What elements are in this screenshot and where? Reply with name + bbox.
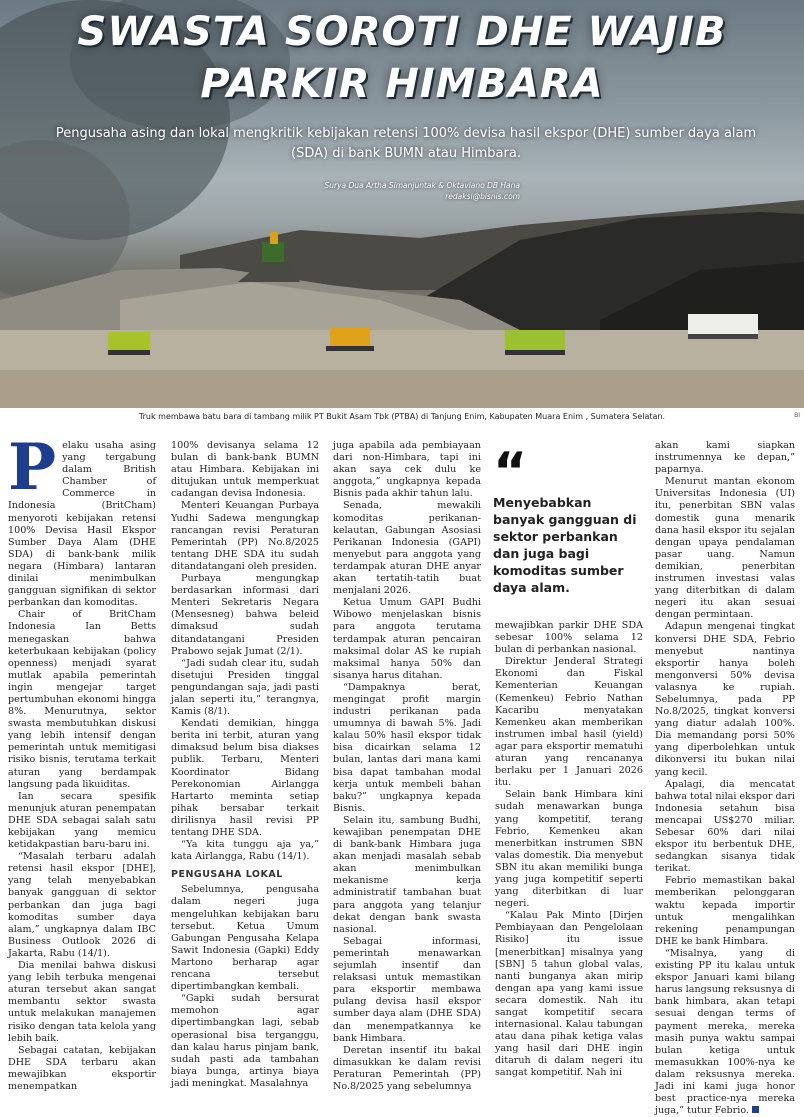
paragraph: Selain bank Himbara kini sudah menawarkan bunga yang kompetitif, terang Febrio, Kemenkeu akan menerbitkan instrumen SBN valas domestik. Dia menyebut SBN itu akan memiliki bunga yang juga kompetitif seperti yang diterbitkan di luar negeri. — [495, 789, 643, 910]
paragraph: Sebagai catatan, kebijakan DHE SDA terbaru akan mewajibkan eksportir menempatkan — [8, 1044, 156, 1092]
quote-mark-icon: “ — [493, 442, 528, 502]
paragraph: elaku usaha asing yang tergabung dalam British Chamber of Commerce in Indonesia (BritCham) menyoroti kebijakan retensi 100% Devisa Hasil Ekspor Sumber Daya Alam (DHE SDA) di bank-bank milik negara (Himbara) lantaran dinilai menimbulkan gangguan signifikan di sektor perbankan dan komoditas. — [8, 440, 156, 609]
paragraph: Febrio memastikan bakal memberikan pelonggaran waktu kepada importir untuk mengalihkan rekening penampungan DHE ke bank Himbara. — [655, 875, 795, 947]
truck-icon — [505, 330, 565, 355]
paragraph: juga apabila ada pembiayaan dari non-Himbara, tapi ini akan saya cek dulu ke anggota,” ungkapnya kepada Bisnis pada akhir tahun lalu. — [333, 440, 481, 500]
article-column-2 — [171, 440, 319, 1089]
byline-authors: Surya Dua Artha Simanjuntak & Oktaviano DB Hana — [324, 181, 520, 190]
paragraph: Apalagi, dia mencatat bahwa total nilai ekspor dari Indonesia setahun bisa mencapai US$270 miliar. Sebesar 60% dari nilai ekspor itu berbentuk DHE, sedangkan sisanya tidak terikat. — [655, 778, 795, 875]
paragraph: Menteri Keuangan Purbaya Yudhi Sadewa mengungkap rancangan revisi Peraturan Pemerintah (PP) No.8/2025 tentang DHE SDA itu sudah ditandatangani oleh presiden. — [171, 500, 319, 572]
paragraph: Ian secara spesifik menunjuk aturan penempatan DHE SDA sebagai salah satu kebijakan yang memicu ketidakpastian baru-baru ini. — [8, 790, 156, 851]
paragraph: Deretan insentif itu bakal dimasukkan ke dalam revisi Peraturan Pemerintah (PP) No.8/2025 yang sebelumnya — [333, 1044, 481, 1092]
paragraph: Purbaya mengungkap berdasarkan informasi dari Menteri Sekretaris Negara (Mensesneg) bahwa beleid dimaksud sudah ditandatangani Presiden Prabowo sejak Jumat (2/1). — [171, 573, 319, 657]
headline-line-2: PARKIR HIMBARA — [200, 61, 604, 107]
paragraph: “Kalau Pak Minto [Dirjen Pembiayaan dan Pengelolaan Risiko] itu issue [menerbitkan] misalnya yang [SBN] 5 tahun global valas, nanti bunganya akan mirip dengan apa yang kami issue secara domestik. Nah itu sangat kompetitif secara internasional. Kalau tabungan atau dana pihak ketiga valas yang hasil dari DHE ingin ditaruh di dalam negeri itu sangat kompetitif. Nah ini — [495, 910, 643, 1079]
pull-quote — [493, 442, 643, 612]
paragraph: Menurut mantan ekonom Universitas Indonesia (UI) itu, penerbitan SBN valas domestik guna menarik dana hasil ekspor itu sejalan dengan upaya pendalaman pasar uang. Namun demikian, penerbitan instrumen investasi valas yang diterbitkan di dalam negeri itu akan sesuai dengan permintaan. — [655, 476, 795, 621]
paragraph: akan kami siapkan instrumennya ke depan,” paparnya. — [655, 440, 795, 476]
paragraph: Direktur Jenderal Strategi Ekonomi dan Fiskal Kementerian Keuangan (Kemenkeu) Febrio Nathan Kacaribu menyatakan Kemenkeu akan memberikan instrumen imbal hasil (yield) agar para eksportir mematuhi aturan yang rencananya berlaku per 1 Januari 2026 itu. — [495, 656, 643, 789]
byline-email: redaksi@bisnis.com — [445, 192, 520, 201]
photo-caption: Truk membawa batu bara di tambang milik PT Bukit Asam Tbk (PTBA) di Tanjung Enim, Kabupaten Muara Enim , Sumatera Selatan. — [138, 412, 666, 421]
byline — [320, 180, 520, 202]
bulldozer-icon — [326, 328, 374, 351]
section-heading: PENGUSAHA LOKAL — [171, 869, 283, 881]
subtitle: Pengusaha asing dan lokal mengkritik kebijakan retensi 100% devisa hasil ekspor (DHE) sumber daya alam (SDA) di bank BUMN atau Himbara. — [55, 126, 757, 161]
paragraph: “Masalah terbaru adalah retensi hasil ekspor [DHE], yang telah menyebabkan banyak gangguan di sektor perbankan dan juga bagi komoditas sumber daya alam,” ungkapnya dalam IBC Business Outlook 2026 di Jakarta, Rabu (14/1). — [8, 851, 156, 959]
paragraph: “Dampaknya berat, mengingat profit margin industri perikanan pada umumnya di bawah 5%. Jadi kalau 50% hasil ekspor tidak bisa dicairkan selama 12 bulan, lantas dari mana kami bisa dapat tambahan modal kerja untuk membeli bahan baku?” ungkapnya kepada Bisnis. — [333, 681, 481, 814]
paragraph: Kendati demikian, hingga berita ini terbit, aturan yang dimaksud belum bisa diakses publik. Terbaru, Menteri Koordinator Bidang Perekonomian Airlangga Hartarto meminta setiap pihak bersabar terkait dirilisnya hasil revisi PP tentang DHE SDA. — [171, 718, 319, 838]
paragraph-text: “Misalnya, yang di existing PP itu kalau untuk ekspor Januari kami bilang harus langsung reksusnya di bank himbara, akan tetapi sesuai dengan terms of payment mereka, mereka masih punya waktu sampai bulan ketiga untuk memasukkan 100%-nya ke dalam reksusnya mereka. Jadi ini kami juga honor best practice-nya mereka juga,” tutur Febrio. — [655, 947, 795, 1117]
paragraph: “Ya kita tunggu aja ya,” kata Airlangga, Rabu (14/1). — [171, 839, 319, 863]
end-mark-icon — [752, 1106, 759, 1113]
paragraph: Ketua Umum GAPI Budhi Wibowo menjelaskan bisnis para anggota terutama terdampak aturan pencairan maksimal dolar AS ke rupiah maksimal hanya 50% dan sisanya harus ditahan. — [333, 597, 481, 681]
paragraph: Selain itu, sambung Budhi, kewajiban penempatan DHE di bank-bank Himbara juga akan menjadi masalah sebab akan menimbulkan mekanisme kerja administratif tambahan buat para anggota yang telanjur dekat dengan bank swasta nasional. — [333, 814, 481, 935]
photo-credit: BI — [794, 412, 800, 419]
pull-quote-text: Menyebabkan banyak gangguan di sektor perbankan dan juga bagi komoditas sumber daya alam. — [493, 495, 637, 595]
paragraph: Senada, mewakili komoditas perikanan-kelautan, Gabungan Asosiasi Perikanan Indonesia (GAPI) menyebut para anggota yang terdampak aturan DHE anyar akan tertatih-tatih buat menjalani 2026. — [333, 500, 481, 597]
article-column-1 — [8, 430, 156, 1092]
paragraph: Sebagai informasi, pemerintah menawarkan sejumlah insentif dan relaksasi untuk memastikan para eksportir membawa pulang devisa hasil ekspor sumber daya alam (DHE SDA) dan menempatkannya ke bank Himbara. — [333, 935, 481, 1044]
headline-line-1: SWASTA SOROTI DHE WAJIB — [77, 9, 727, 55]
article-column-3 — [333, 440, 481, 1092]
paragraph: 100% devisanya selama 12 bulan di bank-bank BUMN atau Himbara. Kebijakan ini ditujukan untuk memperkuat cadangan devisa Indonesia. — [171, 440, 319, 500]
paragraph: “Gapki sudah bersurat memohon agar dipertimbangkan lagi, sebab operasional bisa terganggu, dan kalau harus pinjam bank, sudah pasti ada tambahan biaya bunga, artinya biaya jadi meningkat. Masalahnya — [171, 993, 319, 1089]
paragraph: mewajibkan parkir DHE SDA sebesar 100% selama 12 bulan di perbankan nasional. — [495, 620, 643, 656]
paragraph: Adapun mengenai tingkat konversi DHE SDA, Febrio menyebut nantinya eksportir hanya boleh mengonversi 50% devisa valasnya ke rupiah. Sebelumnya, pada PP No.8/2025, tingkat konversi yang diatur adalah 100%. Dia memandang porsi 50% yang diperbolehkan untuk dikonversi itu bukan nilai yang kecil. — [655, 621, 795, 778]
headline — [0, 6, 804, 110]
hero-photo — [0, 0, 804, 408]
paragraph: Dia menilai bahwa diskusi yang lebih terbuka mengenai aturan tersebut akan sangat membantu sektor swasta untuk melakukan manajemen risiko dengan tata kelola yang lebih baik. — [8, 960, 156, 1044]
paragraph: Sebelumnya, pengusaha dalam negeri juga mengeluhkan kebijakan baru tersebut. Ketua Umum Gabungan Pengusaha Kelapa Sawit Indonesia (Gapki) Eddy Martono berharap agar rencana tersebut dipertimbangkan kembali. — [171, 884, 319, 993]
dropcap: P — [8, 430, 57, 505]
paragraph: “Jadi sudah clear itu, sudah disetujui Presiden tinggal pengundangan saja, jadi pasti jalan seperti itu,” terangnya, Kamis (8/1). — [171, 657, 319, 718]
article-column-4 — [495, 620, 643, 1079]
article-column-5 — [655, 440, 795, 1117]
truck-icon — [108, 332, 150, 355]
truck-icon — [688, 314, 758, 339]
paragraph — [655, 948, 795, 1117]
paragraph: Chair of BritCham Indonesia Ian Betts menegaskan bahwa keterbukaan kebijakan (policy openness) menjadi syarat mutlak apabila pemerintah ingin mengejar target pertumbuhan ekonomi hingga 8%. Menurutnya, sektor swasta membutuhkan diskusi yang lebih intensif dengan pemerintah untuk memitigasi risiko bisnis, terutama terkait aturan yang berdampak langsung pada likuiditas. — [8, 609, 156, 790]
